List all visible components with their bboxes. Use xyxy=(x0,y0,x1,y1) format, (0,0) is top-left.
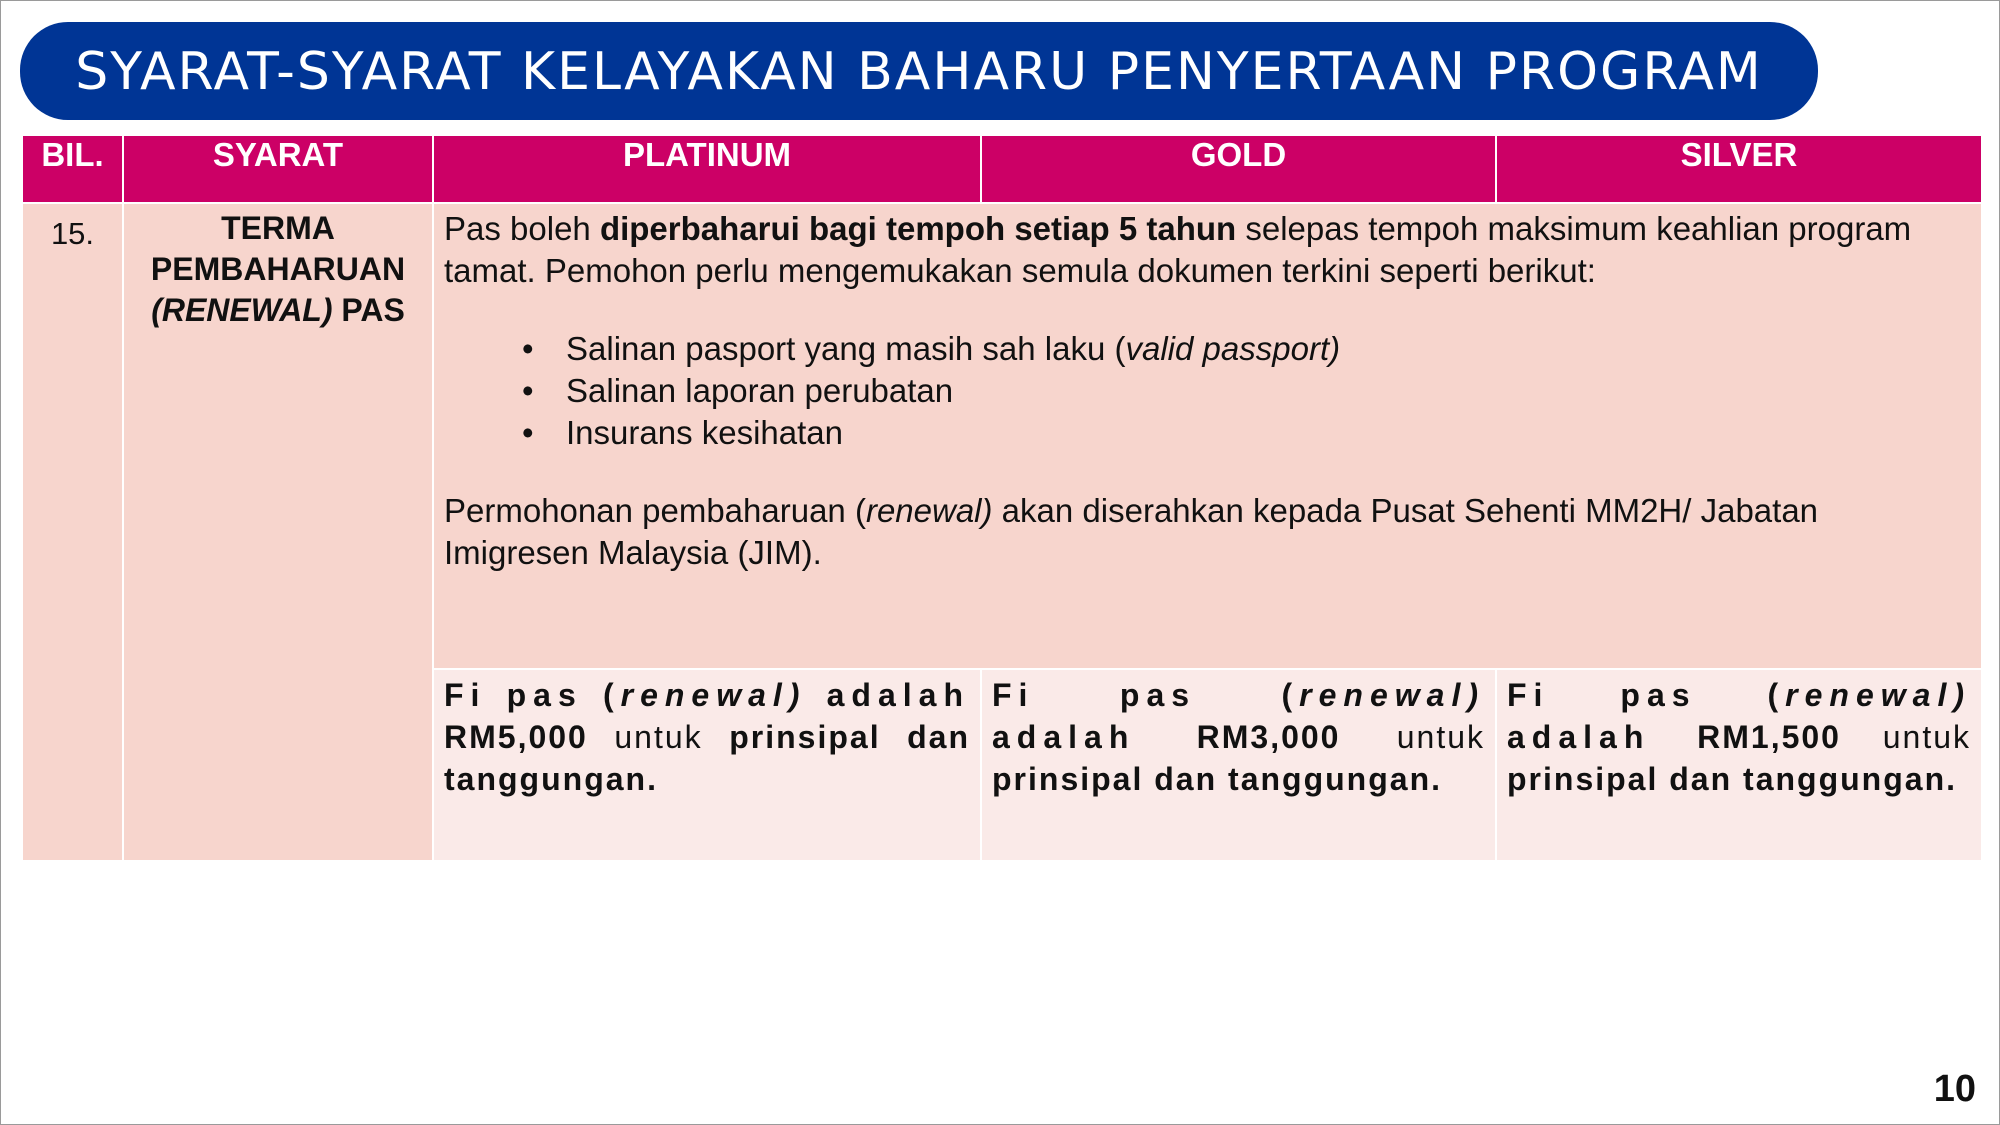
intro-paragraph xyxy=(444,208,1971,292)
requirement-name xyxy=(123,203,433,861)
table-row xyxy=(22,203,1982,669)
renewal-pre: Permohonan pembaharuan ( xyxy=(444,492,866,529)
fee-silver-mid: adalah xyxy=(1507,719,1698,755)
requirement-name-rest: PAS xyxy=(332,292,405,328)
requirement-name-line1: TERMA xyxy=(221,210,335,246)
list-item: • Salinan laporan perubatan xyxy=(544,370,1971,412)
renewal-post: akan diserahkan kepada Pusat Sehenti MM2H/ Jabatan Imigresen Malaysia (JIM). xyxy=(444,492,1819,571)
list-item xyxy=(544,328,1971,370)
bullet1-pre: Salinan pasport yang masih sah laku ( xyxy=(566,330,1126,367)
fee-platinum-pre: Fi pas ( xyxy=(444,677,621,713)
fee-platinum-mid: adalah xyxy=(806,677,970,713)
fee-gold-tail: prinsipal dan tanggungan. xyxy=(992,761,1442,797)
page-number: 10 xyxy=(1933,1068,1976,1110)
requirement-name-line2: PEMBAHARUAN xyxy=(150,251,406,287)
list-item: • Insurans kesihatan xyxy=(544,412,1971,454)
title-banner xyxy=(20,22,1818,120)
requirement-name-line3 xyxy=(124,290,432,331)
fee-gold xyxy=(981,669,1496,861)
header-platinum: PLATINUM xyxy=(433,135,981,203)
row-number: 15. xyxy=(22,203,123,861)
intro-pre: Pas boleh xyxy=(444,210,600,247)
requirements-table xyxy=(21,134,1983,862)
fee-gold-untuk: untuk xyxy=(1340,719,1485,755)
header-bil: BIL. xyxy=(22,135,123,203)
table-header-row xyxy=(22,135,1982,203)
fee-platinum-untuk: untuk xyxy=(587,719,730,755)
renewal-italic: renewal) xyxy=(865,492,993,529)
fee-platinum-italic: renewal) xyxy=(620,677,807,713)
fee-silver-italic: renewal) xyxy=(1785,677,1971,713)
header-silver: SILVER xyxy=(1496,135,1982,203)
bullet1-italic: valid passport) xyxy=(1125,330,1341,367)
slide-title: SYARAT-SYARAT KELAYAKAN BAHARU PENYERTAAN PROGRAM xyxy=(75,42,1763,102)
fee-silver-tail: prinsipal dan tanggungan. xyxy=(1507,761,1957,797)
fee-silver xyxy=(1496,669,1982,861)
intro-bold: diperbaharui bagi tempoh setiap 5 tahun xyxy=(599,210,1237,247)
fee-silver-untuk: untuk xyxy=(1840,719,1971,755)
fee-platinum-amount: RM5,000 xyxy=(444,719,588,755)
renewal-paragraph xyxy=(444,490,1971,574)
fee-platinum xyxy=(433,669,981,861)
fee-silver-pre: Fi pas ( xyxy=(1507,677,1786,713)
intro-post: selepas tempoh maksimum keahlian program tamat. Pemohon perlu mengemukakan semula dokumen terkini seperti berikut: xyxy=(444,210,1912,289)
fee-gold-mid: adalah xyxy=(992,719,1197,755)
document-list xyxy=(544,328,1971,454)
fee-gold-amount: RM3,000 xyxy=(1196,719,1341,755)
requirement-description xyxy=(433,203,1982,669)
fee-gold-pre: Fi pas ( xyxy=(992,677,1300,713)
fee-gold-italic: renewal) xyxy=(1299,677,1485,713)
fee-silver-amount: RM1,500 xyxy=(1697,719,1841,755)
header-gold: GOLD xyxy=(981,135,1496,203)
requirement-name-italic: (RENEWAL) xyxy=(151,292,333,328)
fee-platinum-tail: prinsipal dan tanggungan. xyxy=(444,719,971,797)
header-syarat: SYARAT xyxy=(123,135,433,203)
